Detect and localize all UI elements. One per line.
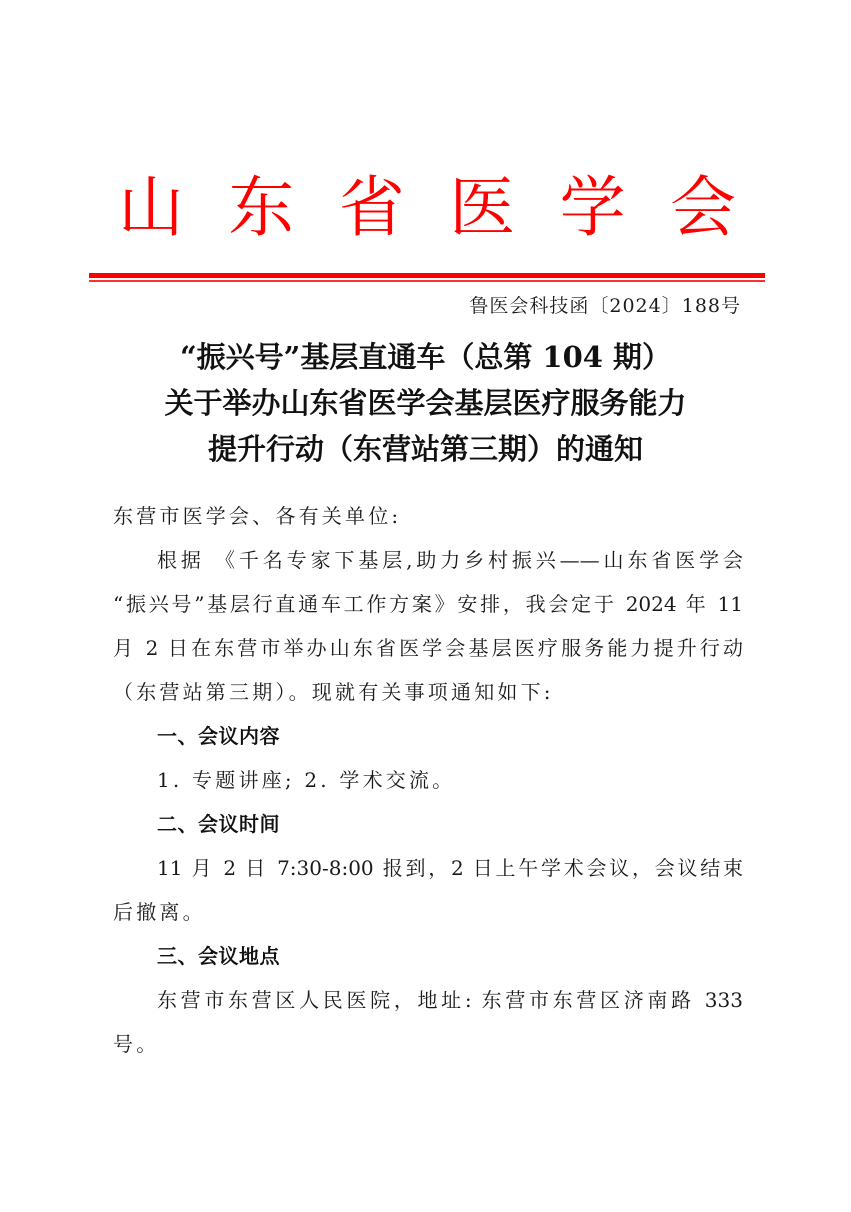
section-text: 号。 bbox=[113, 1032, 160, 1056]
section-text: 11 月 2 日 7:30-8:00 报到，2 日上午学术会议，会议结束 bbox=[157, 856, 743, 880]
document-body bbox=[113, 494, 743, 1066]
section-heading-time: 二、会议时间 bbox=[157, 812, 280, 836]
section-heading-content: 一、会议内容 bbox=[157, 724, 280, 748]
letterhead-char: 会 bbox=[669, 169, 736, 246]
salutation: 东营市医学会、各有关单位: bbox=[113, 504, 402, 528]
section-heading-location: 三、会议地点 bbox=[157, 944, 280, 968]
title-line: “振兴号”基层直通车（总第 104 期） bbox=[179, 340, 672, 374]
body-paragraph-line: 根据 《千名专家下基层,助力乡村振兴——山东省医学会 bbox=[157, 548, 743, 572]
section-text: 后撤离。 bbox=[113, 900, 206, 924]
section-text: 东营市东营区人民医院，地址: 东营市东营区济南路 333 bbox=[157, 988, 743, 1012]
title-line: 关于举办山东省医学会基层医疗服务能力 bbox=[164, 386, 687, 420]
body-paragraph-line: 月 2 日在东营市举办山东省医学会基层医疗服务能力提升行动 bbox=[113, 636, 743, 660]
document-number: 鲁医会科技函〔2024〕188号 bbox=[469, 295, 741, 317]
body-paragraph-line: （东营站第三期）。现就有关事项通知如下: bbox=[113, 680, 554, 704]
section-text: 1. 专题讲座; 2. 学术交流。 bbox=[157, 768, 456, 792]
letterhead-char: 东 bbox=[228, 169, 295, 246]
body-paragraph-line: “振兴号”基层行直通车工作方案》安排，我会定于 2024 年 11 bbox=[113, 592, 743, 616]
letterhead-char: 山 bbox=[118, 169, 184, 246]
document-title bbox=[80, 334, 771, 472]
letterhead-rule-thin bbox=[89, 280, 765, 282]
letterhead-char: 省 bbox=[338, 169, 405, 246]
letterhead-char: 学 bbox=[559, 169, 626, 246]
title-line: 提升行动（东营站第三期）的通知 bbox=[207, 432, 643, 466]
letterhead-rule-thick bbox=[89, 273, 765, 278]
letterhead-org-name bbox=[113, 168, 741, 248]
letterhead-char: 医 bbox=[449, 169, 516, 246]
